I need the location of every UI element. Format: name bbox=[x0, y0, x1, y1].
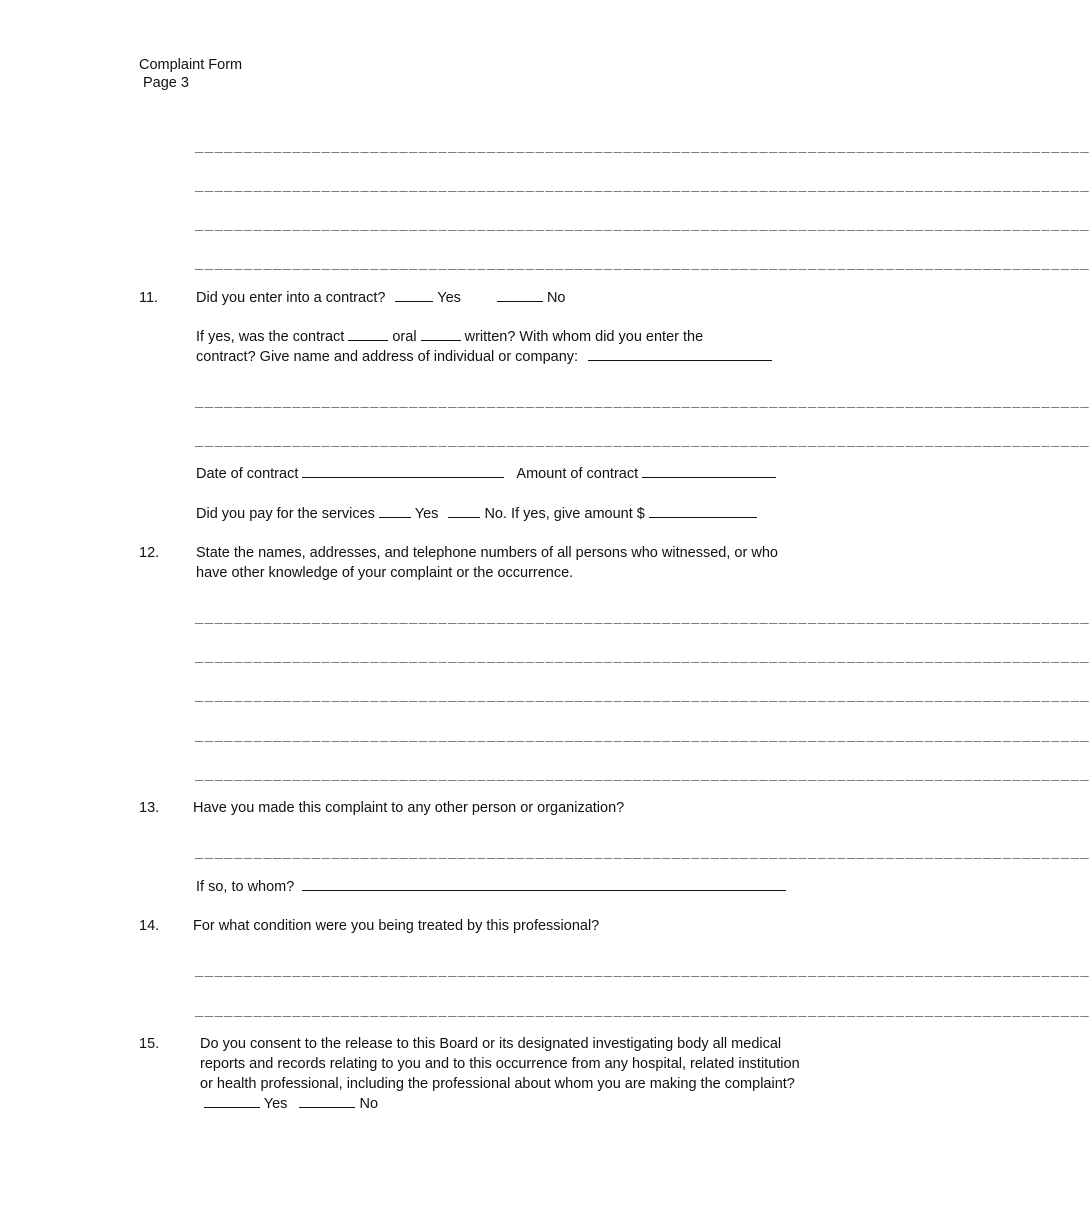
form-title: Complaint Form bbox=[139, 57, 243, 73]
q11-yes-blank[interactable] bbox=[395, 288, 433, 302]
q11-amount-blank[interactable] bbox=[642, 464, 776, 478]
question-number-13: 13. bbox=[139, 800, 160, 816]
question-number-15: 15. bbox=[139, 1036, 160, 1052]
q11-contract-question bbox=[196, 288, 566, 308]
q15-yes-blank[interactable] bbox=[204, 1094, 260, 1108]
q13-question: Have you made this complaint to any other person or organization? bbox=[193, 800, 625, 816]
q11-date-amount-line bbox=[196, 464, 776, 484]
question-number-12: 12. bbox=[139, 545, 160, 561]
q11-written-blank[interactable] bbox=[421, 327, 461, 341]
q13-to-whom-line bbox=[196, 877, 786, 897]
question-number-11: 11. bbox=[139, 290, 159, 306]
q14-question: For what condition were you being treated by this professional? bbox=[193, 918, 600, 934]
answer-line[interactable]: ____________________________________________________________________________________________ bbox=[195, 843, 1090, 859]
q15-no-blank[interactable] bbox=[299, 1094, 355, 1108]
q12-text-line1: State the names, addresses, and telephone numbers of all persons who witnessed, or who bbox=[196, 545, 778, 561]
answer-line[interactable]: ____________________________________________________________________________________________ bbox=[195, 431, 1090, 447]
q13-to-whom-label: If so, to whom? bbox=[196, 879, 295, 895]
q11-contract-type-text: If yes, was the contract bbox=[196, 329, 345, 345]
q11-yes-label: Yes bbox=[437, 290, 461, 306]
question-number-14: 14. bbox=[139, 918, 160, 934]
answer-line[interactable]: ____________________________________________________________________________________________ bbox=[195, 137, 1090, 153]
q13-to-whom-blank[interactable] bbox=[302, 877, 786, 891]
answer-line[interactable]: ____________________________________________________________________________________________ bbox=[195, 215, 1090, 231]
answer-line[interactable]: ____________________________________________________________________________________________ bbox=[195, 726, 1090, 742]
q11-written-label: written? With whom did you enter the bbox=[464, 329, 704, 345]
answer-line[interactable]: ____________________________________________________________________________________________ bbox=[195, 961, 1090, 977]
q11-pay-amount-blank[interactable] bbox=[649, 504, 757, 518]
q11-pay-yes-label: Yes bbox=[414, 506, 439, 522]
page-number: Page 3 bbox=[143, 75, 189, 91]
q11-pay-label: Did you pay for the services bbox=[196, 506, 375, 522]
answer-line[interactable]: ____________________________________________________________________________________________ bbox=[195, 765, 1090, 781]
answer-line[interactable]: ____________________________________________________________________________________________ bbox=[195, 176, 1090, 192]
answer-line[interactable]: ____________________________________________________________________________________________ bbox=[195, 647, 1090, 663]
answer-line[interactable]: ____________________________________________________________________________________________ bbox=[195, 254, 1090, 270]
q11-pay-no-blank[interactable] bbox=[448, 504, 480, 518]
q11-date-label: Date of contract bbox=[196, 466, 299, 482]
answer-line[interactable]: ____________________________________________________________________________________________ bbox=[195, 686, 1090, 702]
q11-oral-blank[interactable] bbox=[348, 327, 388, 341]
q11-amount-label: Amount of contract bbox=[516, 466, 639, 482]
q11-date-blank[interactable] bbox=[302, 464, 504, 478]
q15-no-label: No bbox=[359, 1096, 379, 1112]
q11-name-address-text: contract? Give name and address of individual or company: bbox=[196, 349, 579, 365]
answer-line[interactable]: ____________________________________________________________________________________________ bbox=[195, 1001, 1090, 1017]
q11-no-blank[interactable] bbox=[497, 288, 543, 302]
q11-pay-yes-blank[interactable] bbox=[379, 504, 411, 518]
q11-no-label: No bbox=[546, 290, 566, 306]
answer-line[interactable]: ____________________________________________________________________________________________ bbox=[195, 392, 1090, 408]
q11-contract-type-line bbox=[196, 327, 703, 347]
answer-line[interactable]: ____________________________________________________________________________________________ bbox=[195, 608, 1090, 624]
q11-name-address-line bbox=[196, 347, 772, 367]
q15-yes-label: Yes bbox=[263, 1096, 288, 1112]
q15-consent-text: Do you consent to the release to this Board or its designated investigating body all medical reports and records relating to you and to this occurrence from any hospital, related institution or health professional, including the professional about whom you are making the complaint? bbox=[200, 1036, 800, 1092]
q15-consent-question bbox=[200, 1034, 806, 1114]
q11-oral-label: oral bbox=[392, 329, 417, 345]
q11-question-text: Did you enter into a contract? bbox=[196, 290, 386, 306]
q11-name-address-blank[interactable] bbox=[588, 347, 772, 361]
q11-payment-line bbox=[196, 504, 757, 524]
q12-text-line2: have other knowledge of your complaint or the occurrence. bbox=[196, 565, 574, 581]
q11-pay-no-label: No. If yes, give amount $ bbox=[484, 506, 645, 522]
